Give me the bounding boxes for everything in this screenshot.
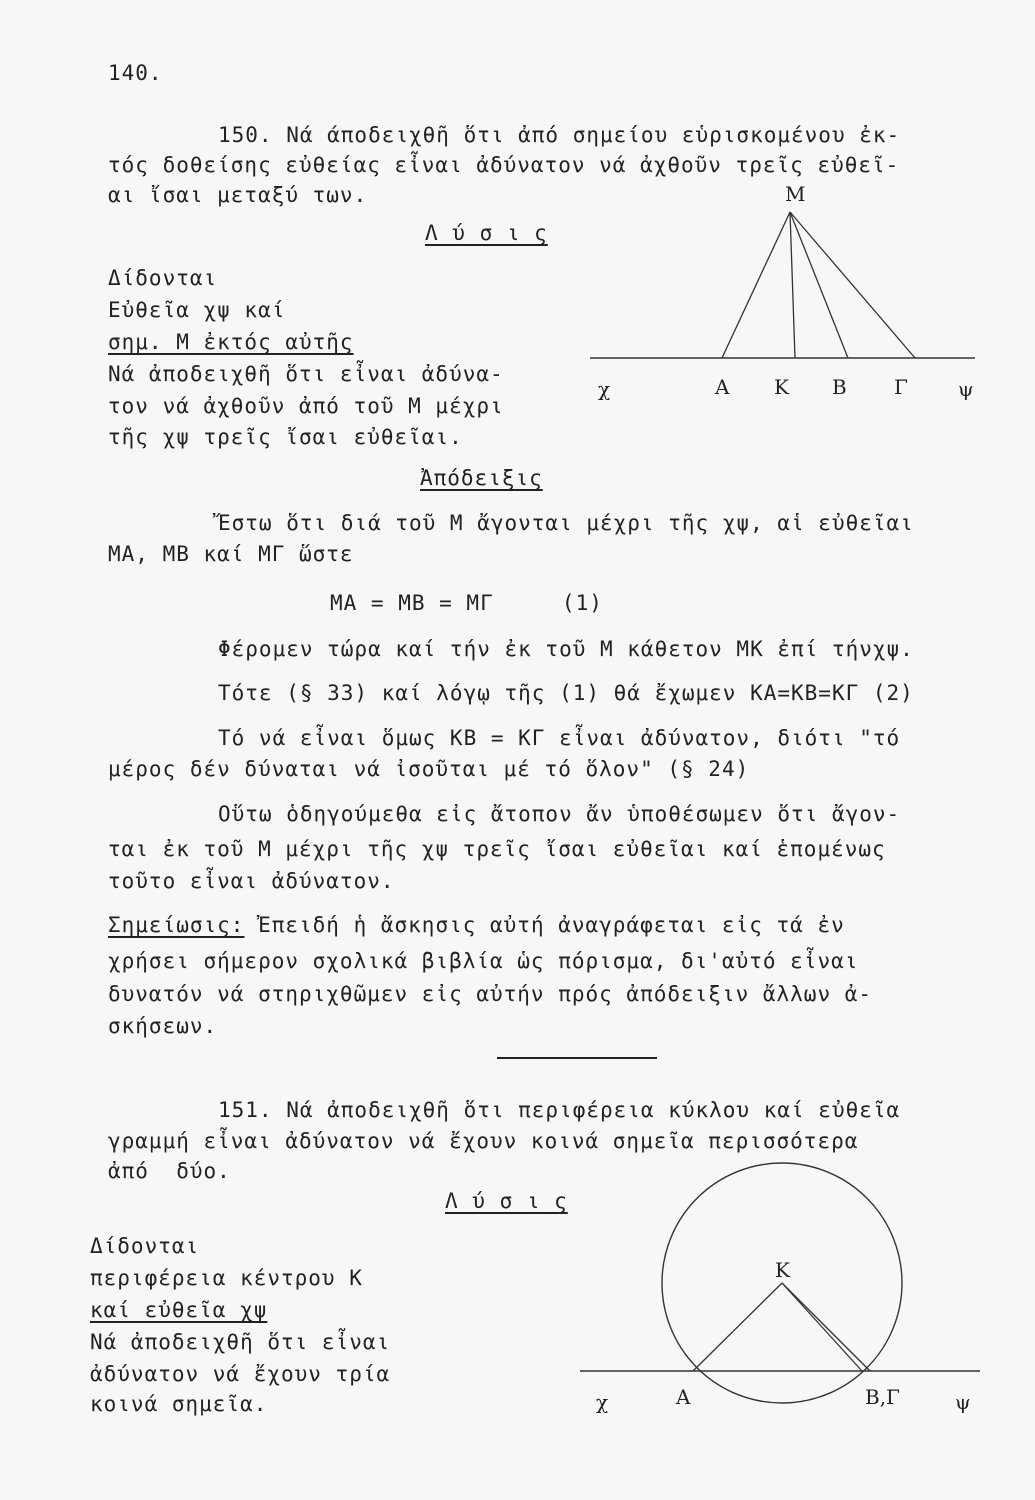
ex150-prove-3: τῆς χψ τρεῖς ἴσαι εὐθεῖαι. [108,425,463,449]
label-center-K: Κ [775,1258,790,1282]
note-label: Σημείωσις: [108,913,245,937]
proof-line-9: ται ἐκ τοῦ Μ μέχρι τῆς χψ τρεῖς ἴσαι εὐθεῖαι καί ἑπομένως [108,837,886,861]
ex151-line-3: ἀπό δύο. [108,1159,231,1183]
label-psi: ψ [958,377,974,401]
proof-equation-1: ΜΑ = ΜΒ = ΜΓ (1) [330,591,603,615]
note-line-2: χρήσει σήμερον σχολικά βιβλία ὡς πόρισμα, δι'αὐτό εἶναι [108,949,859,973]
note-line-1 [108,912,845,938]
ex150-proof-heading: Ἀπόδειξις [420,466,543,490]
ex151-prove-3: κοινά σημεῖα. [90,1392,268,1416]
ex150-line-1: 150. Νά άποδειχθῆ ὅτι ἀπό σημείου εὑρισκομένου ἐκ- [218,123,901,147]
note-line-3: δυνατόν νά στηριχθῶμεν εἰς αὐτήν πρός ἀπόδειξιν ἄλλων ἀ- [108,982,873,1006]
ex150-prove-2: τον νά ἀχθοῦν ἀπό τοῦ Μ μέχρι [108,394,504,418]
page-number: 140. [108,61,163,85]
ex151-lysis-heading: Λ ύ σ ι ς [445,1189,568,1213]
proof-line-1: Ἔστω ὅτι διά τοῦ Μ ἄγονται μέχρι τῆς χψ, αἱ εὐθεῖαι [218,511,914,535]
ex150-given-3: σημ. Μ ἐκτός αὐτῆς [108,330,354,354]
note-line-4: σκήσεων. [108,1014,218,1038]
note-text-1: Ἐπειδή ἡ ἄσκησις αὐτή ἀναγράφεται εἰς τά ἐν [244,913,845,937]
label-BG: Β,Γ [865,1385,900,1409]
label-A: Α [715,375,730,399]
proof-line-2: ΜΑ, ΜΒ καί ΜΓ ὥστε [108,542,354,566]
label-G: Γ [894,375,908,399]
label-A-2: Α [676,1385,691,1409]
proof-line-4: Φέρομεν τώρα καί τήν ἐκ τοῦ Μ κάθετον ΜΚ ἐπί τήνχψ. [218,637,914,661]
proof-line-5: Τότε (§ 33) καί λόγῳ τῆς (1) θά ἔχωμεν ΚΑ=ΚΒ=ΚΓ (2) [218,681,914,705]
label-chi-2: χ [596,1390,609,1414]
ex150-line-3: αι ἴσαι μεταξύ των. [108,183,368,207]
ex151-line-2: γραμμή εἶναι ἀδύνατον νά ἔχουν κοινά σημεῖα περισσότερα [108,1129,859,1153]
proof-line-8: Οὕτω ὁδηγούμεθα εἰς ἄτοπον ἄν ὑποθέσωμεν ὅτι ἄγον- [218,802,901,826]
ex151-given-3: καί εὐθεῖα χψ [90,1298,268,1322]
label-M: Μ [785,182,806,206]
ex150-lysis-heading: Λ ύ σ ι ς [425,221,548,245]
ex151-figure [580,1190,1000,1430]
ex150-line-2: τός δοθείσης εὐθείας εἶναι ἀδύνατον νά ἀχθοῦν τρεῖς εὐθεῖ- [108,153,900,177]
ex150-given-1: Δίδονται [108,266,218,290]
ex151-given-2: περιφέρεια κέντρου Κ [90,1266,363,1290]
label-B: Β [832,375,847,399]
label-chi: χ [598,377,611,401]
label-K: Κ [774,375,789,399]
ex150-given-2: Εὐθεῖα χψ καί [108,298,286,322]
proof-line-10: τοῦτο εἶναι ἀδύνατον. [108,869,395,893]
ex151-line-1: 151. Νά ἀποδειχθῆ ὅτι περιφέρεια κύκλου καί εὐθεῖα [218,1098,901,1122]
ex151-prove-1: Νά ἀποδειχθῆ ὅτι εἶναι [90,1330,391,1354]
proof-line-7: μέρος δέν δύναται νά ἰσοῦται μέ τό ὅλον" (§ 24) [108,757,750,781]
ex151-prove-2: ἀδύνατον νά ἔχουν τρία [90,1362,391,1386]
section-divider [497,1057,657,1059]
ex150-prove-1: Νά ἀποδειχθῆ ὅτι εἶναι ἀδύνα- [108,362,504,386]
ex151-given-1: Δίδονται [90,1234,200,1258]
proof-line-6: Τό νά εἶναι ὅμως ΚΒ = ΚΓ εἶναι ἀδύνατον, διότι "τό [218,726,901,750]
label-psi-2: ψ [955,1390,971,1414]
